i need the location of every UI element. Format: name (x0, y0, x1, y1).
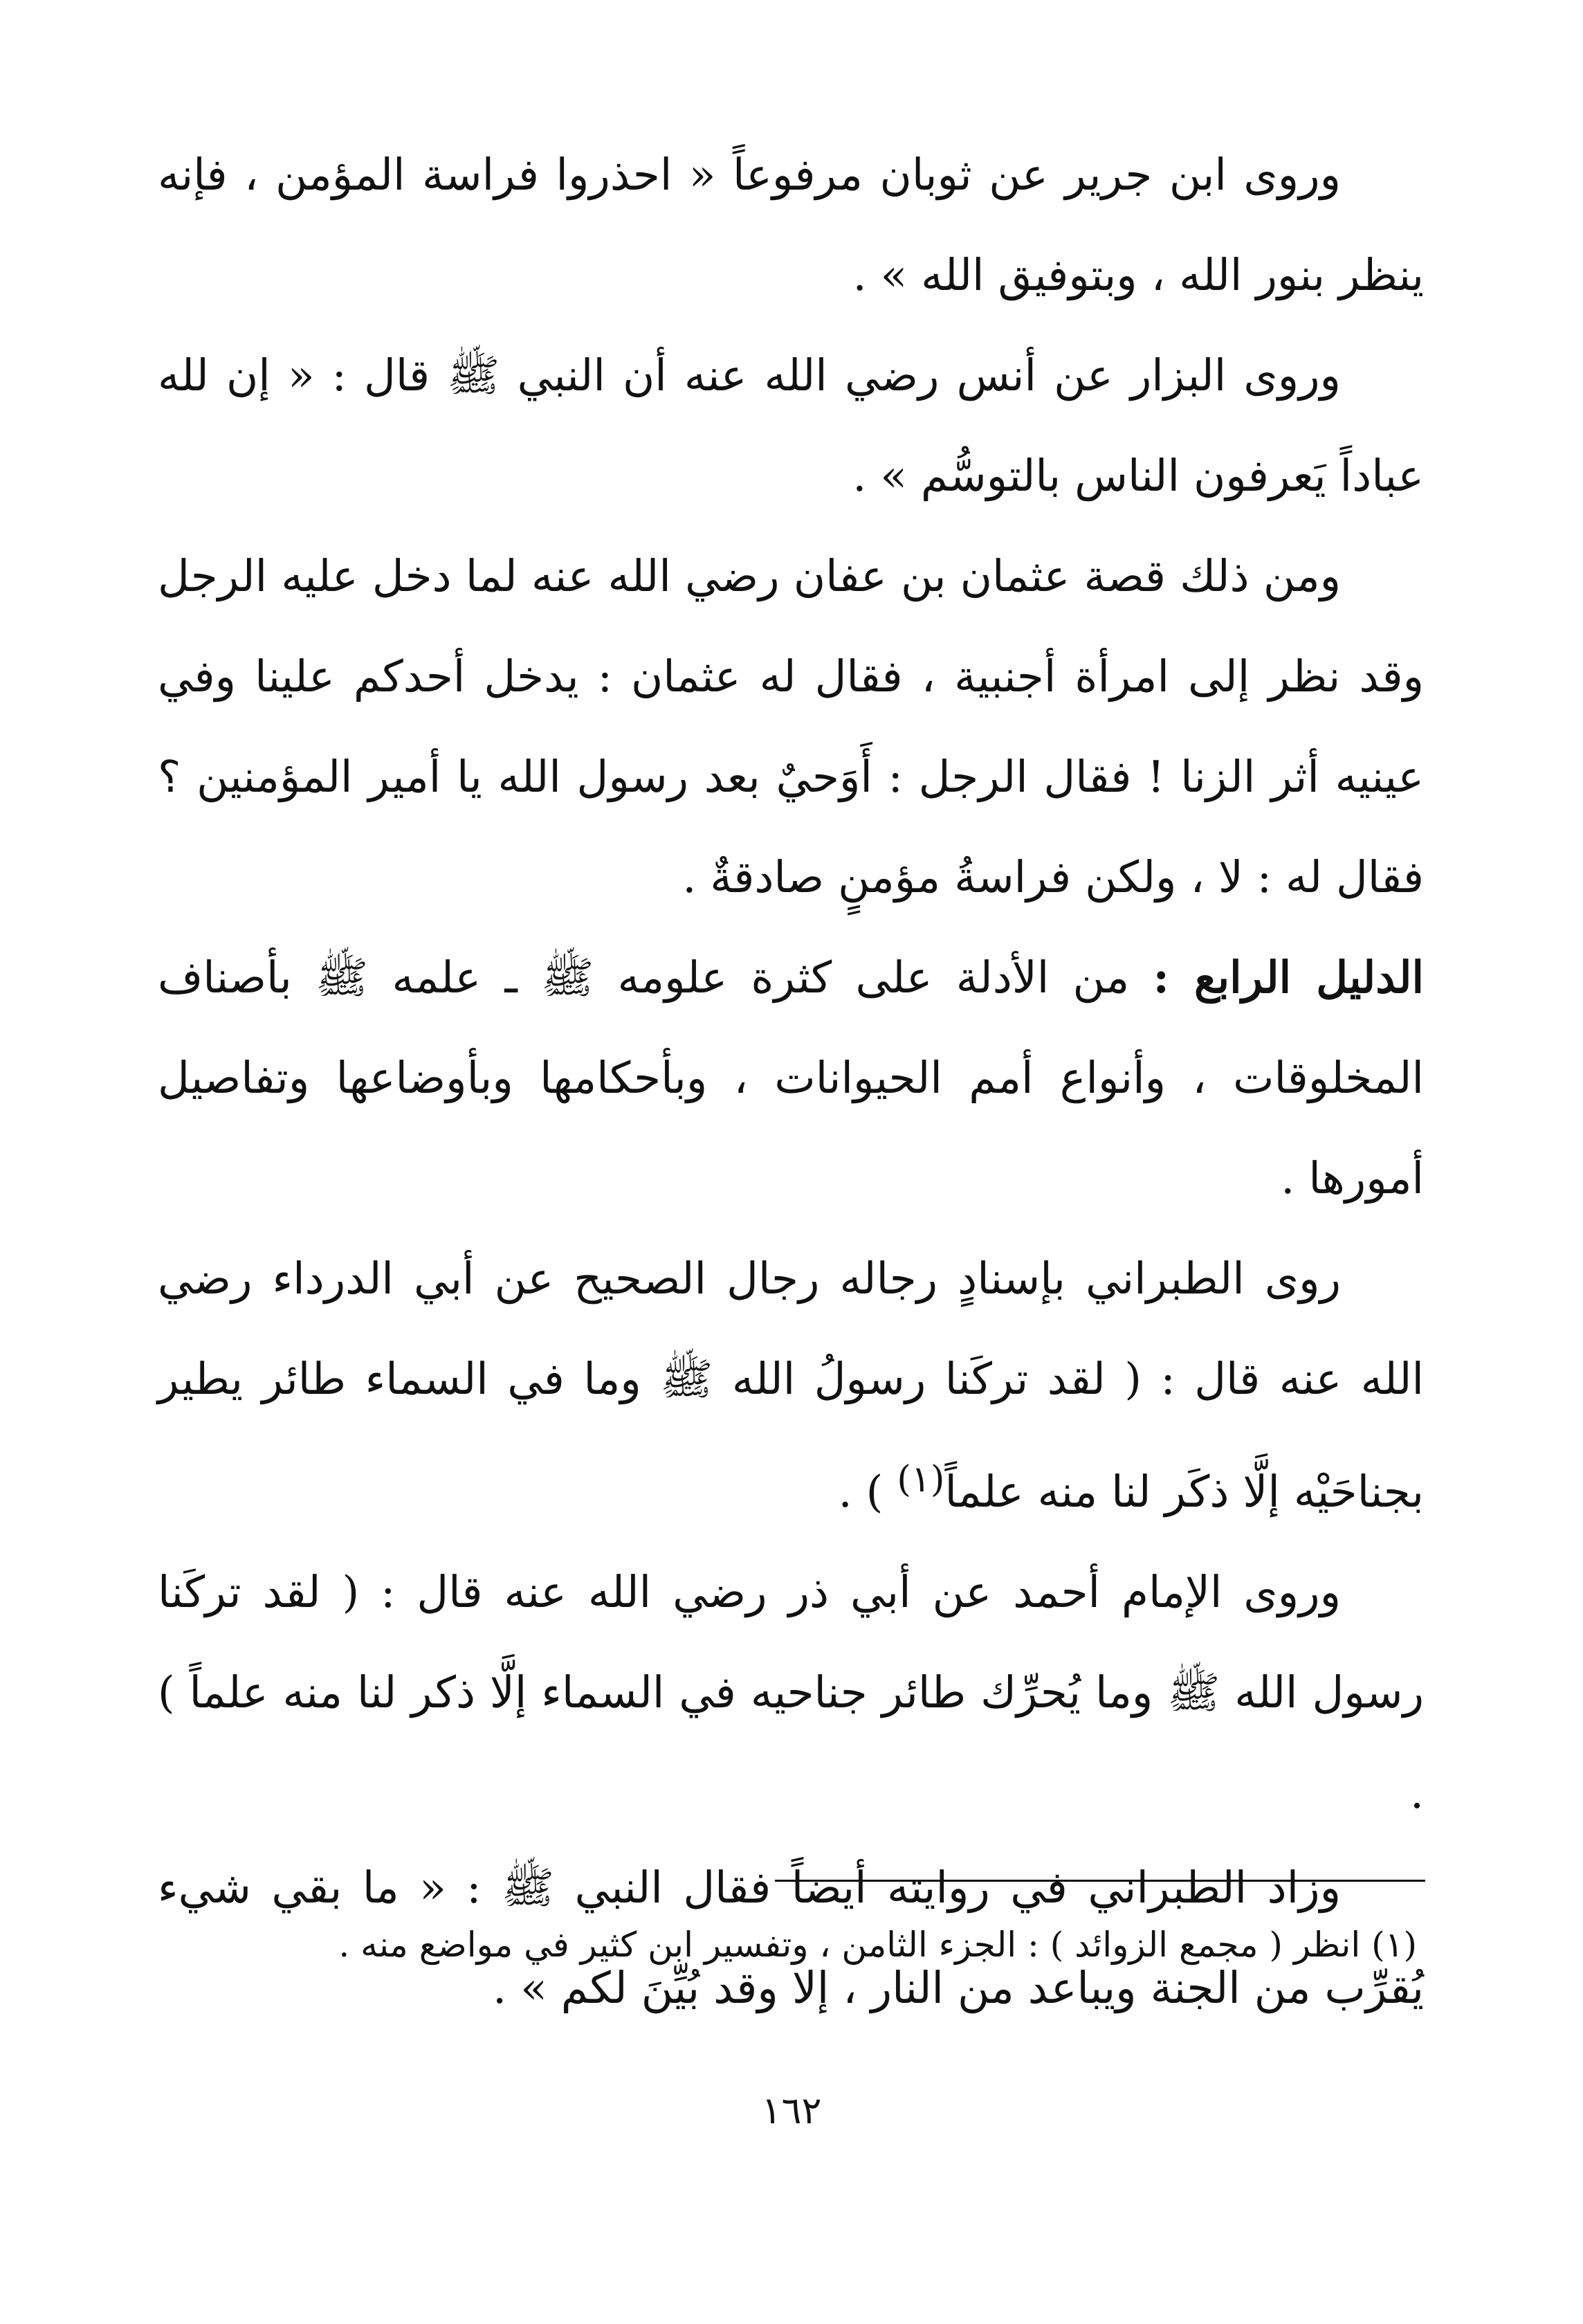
paragraph-text-end: ) . (838, 1467, 884, 1517)
footnote-reference: (١) (897, 1458, 945, 1500)
paragraph-tabarani (158, 1228, 1424, 1542)
footnote-divider (775, 1880, 1425, 1882)
paragraph-text: وروى الإمام أحمد عن أبي ذر رضي الله عنه قال : ( لقد تركَنا رسول الله ﷺ وما يُحرِّك طائر جناحيه في السماء إلَّا ذكر لنا منه علماً ) . (158, 1567, 1424, 1818)
main-text (158, 125, 1424, 2038)
paragraph-bazzar (158, 325, 1424, 526)
section-heading: الدليل الرابع : (1153, 952, 1424, 1003)
paragraph-text: من الأدلة على كثرة علومه ﷺ ـ علمه ﷺ بأصناف المخلوقات ، وأنواع أمم الحيوانات ، وبأحكامها وبأوضاعها وتفاصيل أمورها . (158, 952, 1424, 1204)
paragraph-text: روى الطبراني بإسنادٍ رجاله رجال الصحيح عن أبي الدرداء رضي الله عنه قال : ( لقد تركَنا رسولُ الله ﷺ وما في السماء طائر يطير بجناحَيْه إلَّا ذكَر لنا منه علماً (158, 1253, 1424, 1517)
page-number: ١٦٢ (761, 2089, 822, 2132)
footnote (158, 1896, 1417, 1993)
paragraph-text: وزاد الطبراني في روايته أيضاً فقال النبي ﷺ : « ما بقي شيء يُقرِّب من الجنة ويباعد من النار ، إلا وقد بُيِّنَ لكم » . (158, 1862, 1424, 2013)
paragraph-ahmad (158, 1542, 1424, 1843)
paragraph-text: وروى البزار عن أنس رضي الله عنه أن النبي ﷺ قال : « إن لله عباداً يَعرفون الناس بالتوسُّم » . (158, 350, 1424, 501)
paragraph-text: ومن ذلك قصة عثمان بن عفان رضي الله عنه لما دخل عليه الرجل وقد نظر إلى امرأة أجنبية ، فقال له عثمان : يدخل أحدكم علينا وفي عينيه أثر الزنا ! فقال الرجل : أَوَحيٌ بعد رسول الله يا أمير المؤمنين ؟ فقال له : لا ، ولكن فراسةُ مؤمنٍ صادقةٌ . (158, 551, 1424, 902)
footnote-text: (١) انظر ( مجمع الزوائد ) : الجزء الثامن ، وتفسير ابن كثير في مواضع منه . (338, 1925, 1417, 1965)
paragraph-uthman-story (158, 526, 1424, 927)
paragraph-ibn-jarir (158, 125, 1424, 325)
paragraph-text: وروى ابن جرير عن ثوبان مرفوعاً « احذروا فراسة المؤمن ، فإنه ينظر بنور الله ، وبتوفيق الله » . (158, 149, 1424, 300)
paragraph-fourth-evidence (158, 927, 1424, 1228)
